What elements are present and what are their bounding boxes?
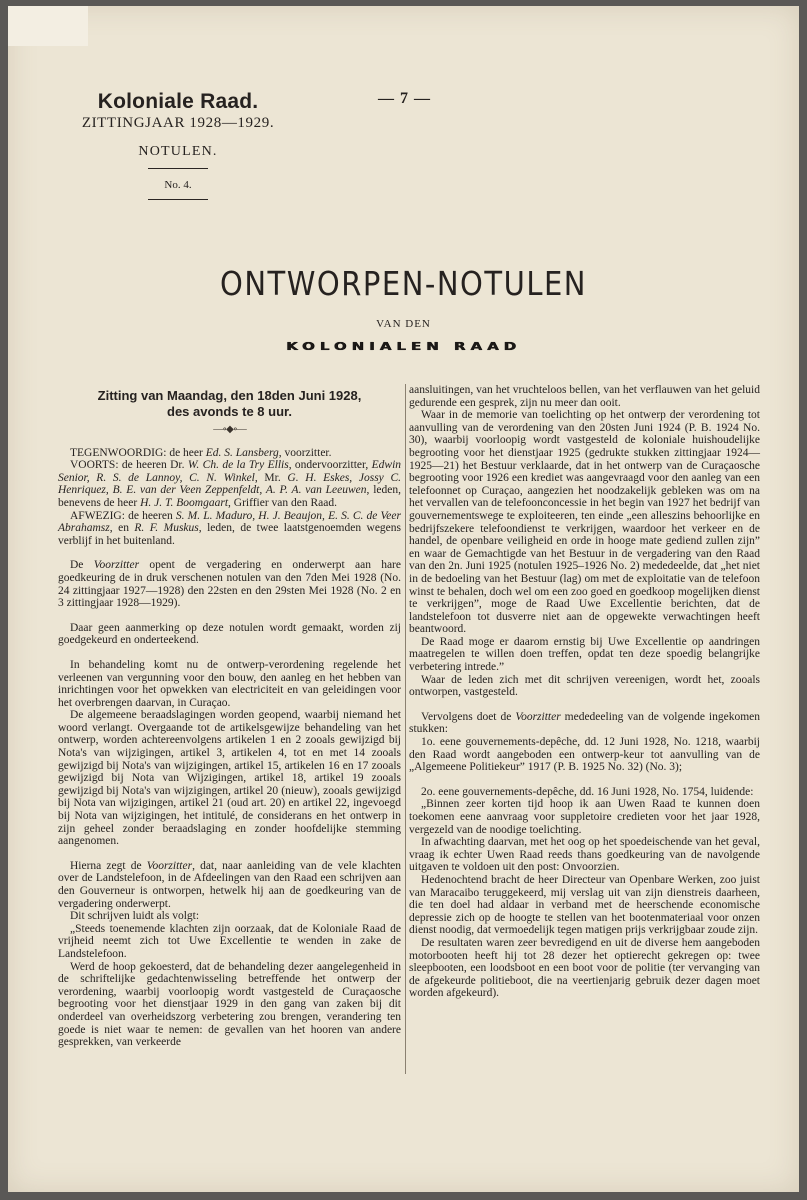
- masthead-van-den: VAN DEN: [376, 318, 431, 330]
- masthead-raad: KOLONIALEN RAAD: [285, 340, 522, 353]
- paragraph: De resultaten waren zeer bevredigend en uit de diverse hem aangeboden motorbooten heeft hij tot 28 dezer het optierecht gekregen op: twee sleepbooten, een loodsboot en een boot voor de politie (ter vervanging van de afgekeurde politieboot, die na veertienjarig gebruik dezer dagen moet worden afgekeurd).: [409, 936, 760, 1000]
- corner-patch: [8, 6, 88, 46]
- paragraph: Dit schrijven luidt als volgt:: [70, 910, 200, 923]
- paragraph: Hierna zegt de Voorzitter, dat, naar aanleiding van de vele klachten over de Landstelefoon, in de Afdeelingen van den Raad een schrijven aan den Gouverneur is ontworpen, hetwelk hij aan de goedkeuring van de vergadering onderwerpt.: [58, 859, 401, 910]
- column-divider: [405, 384, 406, 1074]
- paragraph: In behandeling komt nu de ontwerp-verordening regelende het verleenen van vergunning voor den bouw, den aanleg en het hebben van inrichtingen voor het opwekken van electriciteit en van geleidingen voor het overbrengen daarvan, in Curaçao.: [58, 658, 401, 709]
- session-date: Zitting van Maandag, den 18den Juni 1928,: [97, 388, 362, 403]
- paragraph: De Raad moge er daarom ernstig bij Uwe Excellentie op aandringen maatregelen te willen doen treffen, opdat ten deze spoedig belangrijke verbetering intrede.”: [409, 635, 760, 674]
- paragraph: „Steeds toenemende klachten zijn oorzaak, dat de Koloniale Raad de vrijheid neemt zich tot Uwe Excellentie te wenden in zake de Landstelefoon.: [58, 922, 401, 960]
- masthead-title: ONTWORPEN-NOTULEN: [220, 264, 587, 304]
- header-divider: [148, 199, 208, 200]
- session-time: des avonds te 8 uur.: [167, 404, 292, 419]
- session-heading: [58, 388, 401, 420]
- paragraph: De Voorzitter opent de vergadering en onderwerpt aan hare goedkeuring de in druk verschenen notulen van den 7den Mei 1928 (No. 24 zittingjaar 1927—1928) den 22sten en den 29sten Mei 1928 (No. 2 en 3 zittingjaar 1928—1929).: [58, 559, 401, 610]
- paragraph: „Binnen zeer korten tijd hoop ik aan Uwen Raad te kunnen doen toekomen eene aanvraag voor suppletoire credieten voor het jaar 1928, vergezeld van de noodige toelichting.: [409, 798, 760, 836]
- paragraph: 1o. eene gouvernements-depêche, dd. 12 Juni 1928, No. 1218, waarbij den Raad wordt aangeboden een ontwerp-keur tot aanvulling van de „Algemeene Politiekeur” 1917 (P. B. 1925 No. 32) (No. 3);: [409, 736, 760, 774]
- document-page: [8, 6, 799, 1192]
- paragraph: Vervolgens doet de Voorzitter mededeeling van de volgende ingekomen stukken:: [409, 710, 760, 736]
- paragraph: Waar in de memorie van toelichting op het ontwerp der verordening tot aanvulling van de verordening van den 20sten Juni 1924 (P. B. 1924 No. 30), waarbij voorloopig wordt vastgesteld de koloniale huishoudelijke begrooting voor het dienstjaar 1925 (gedrukte stukken zittingjaar 1924—1925—21) het Bestuur verklaarde, dat in het ontwerp van de Curaçaosche begrooting voor 1926 een krediet was aangevraagd voor den aanleg van een telefoonnet op Curaçao, aangezien het noodzakelijk gebleken was om na het vervallen van de telefoonconcessie in het begin van 1927 het bedrijf van gouvernementswege te exploiteeren, ten einde „een alleszins behoorlijke en bedrijfszekere telefoondienst te verkrijgen, waardoor het verkeer en de handel, de openbare veiligheid en orde in hooge mate gediend zullen zijn” en waar de Gemachtigde van het Bestuur in de vergadering van den Raad van den 2n. Juni 1925 (notulen 1925–1926 No. 2) mededeelde, dat „het niet in de bedoeling van het Bestuur (lag) om met de exploitatie van de telefoon winst te behalen, doch wel om een zoo goed en goedkoop mogelijken dienst te verkrijgen”, moge de Raad Uwe Excellentie berichten, dat de landstelefoon tot dusverre niet aan de opgewekte verwachtingen heeft beantwoord.: [409, 409, 760, 636]
- left-column: [58, 384, 401, 1049]
- paragraph: Daar geen aanmerking op deze notulen wordt gemaakt, worden zij goedgekeurd en onderteekend.: [58, 621, 401, 647]
- notulen-label: NOTULEN.: [138, 144, 218, 159]
- paragraph: Werd de hoop gekoesterd, dat de behandeling dezer aangelegenheid in de schriftelijke gedachtenwisseling betreffende het ontwerp der verordening, waarbij voorloopig wordt vastgesteld de Curaçaosche begrooting voor het dienstjaar 1929 in den gang van zaken bij dit onderdeel van overheidszorg verbetering zou brengen, verandering ten goede is niet waar te nemen: de gevallen van het hooren van andere gesprekken, van verkeerde: [58, 960, 401, 1049]
- header-block: [63, 90, 293, 200]
- council-title: Koloniale Raad.: [97, 90, 259, 113]
- paragraph: aansluitingen, van het vruchteloos bellen, van het verflauwen van het geluid gedurende een gesprek, zijn nu meer dan ooit.: [409, 384, 760, 409]
- paragraph: 2o. eene gouvernements-depêche, dd. 16 Juni 1928, No. 1754, luidende:: [421, 785, 754, 798]
- header-divider: [148, 168, 208, 169]
- paragraph: In afwachting daarvan, met het oog op het spoedeischende van het geval, vraag ik echter Uwen Raad reeds thans goedkeuring van de navolgende uitgaven te voldoen uit den post: Onvoorzien.: [409, 836, 760, 874]
- right-column: [409, 384, 760, 1000]
- attendance-absent: AFWEZIG: de heeren S. M. L. Maduro, H. J. Beaujon, E. S. C. de Veer Abrahamsz, en R. F. Muskus, leden, de twee laatstgenoemden wegens verblijf in het buitenland.: [58, 509, 402, 547]
- ornament: —∘◆∘—: [213, 424, 246, 435]
- page-number: — 7 —: [378, 90, 431, 107]
- attendance-present: TEGENWOORDIG: de heer Ed. S. Lansberg, voorzitter.: [70, 446, 332, 459]
- attendance-also: VOORTS: de heeren Dr. W. Ch. de la Try Ellis, ondervoorzitter, Edwin Senior, R. S. de Lannoy, C. N. Winkel, Mr. G. H. Eskes, Jossy C. Henriquez, B. E. van der Veen Zeppenfeldt, A. P. A. van Leeuwen, leden, benevens de heer H. J. T. Boomgaart, Griffier van den Raad.: [58, 459, 402, 509]
- paragraph: Waar de leden zich met dit schrijven vereenigen, wordt het, zooals ontworpen, vastgesteld.: [409, 673, 760, 699]
- paragraph: Hedenochtend bracht de heer Directeur van Openbare Werken, zoo juist van Maracaibo teruggekeerd, mij verslag uit van zijn dienstreis daarheen, die ten doel had aldaar in verband met de heerschende economische depressie zich op de hoogte te stellen van het bootenmateriaal voor onzen dienst noodig, dat vermoedelijk tegen matigen prijs verkrijgbaar zoude zijn.: [409, 873, 760, 937]
- session-year: ZITTINGJAAR 1928—1929.: [81, 115, 275, 131]
- issue-number: No. 4.: [164, 179, 192, 191]
- paragraph: De algemeene beraadslagingen worden geopend, waarbij niemand het woord verlangt. Overgaande tot de artikelsgewijze behandeling van het ontwerp, worden achtereenvolgens artikelen 1 en 2 zooals gewijzigd bij Nota's van wijzigingen, artikel 3, artikelen 4, tot en met 14 zooals gewijzigd bij Nota's van wijzigingen, artikel 15, artikelen 16 en 17 zooals gewijzigd bij Nota van Wijzigingen, artikel 18, artikel 19 zooals gewijzigd bij Nota's van wijzigingen, artikel 20 (nieuw), zooals gewijzigd bij Nota van wijzigingen, artikel 21 (oud art. 20) en artikel 22, ingevoegd bij Nota van wijzigingen, het intitulé, de considerans en het ontwerp in zijn geheel zonder beraadslaging en zonder hoofdelijke stemming aangenomen.: [58, 709, 401, 848]
